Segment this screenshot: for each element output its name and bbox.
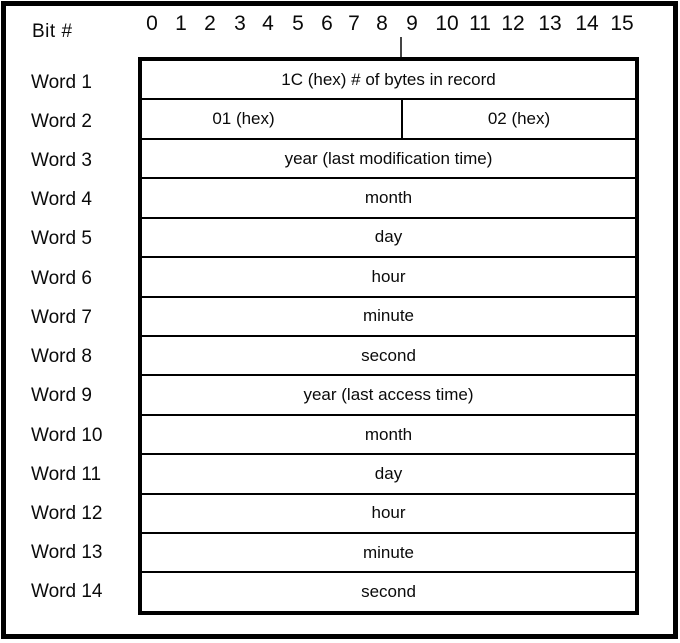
table-row-word10 <box>142 414 635 453</box>
word-label-11: Word 11 <box>31 463 102 485</box>
word-label-5: Word 5 <box>31 228 92 250</box>
word-label-7: Word 7 <box>31 306 92 328</box>
word-label-9: Word 9 <box>31 385 92 407</box>
table-row-word13 <box>142 532 635 571</box>
field-cell: year (last modification time) <box>284 148 493 168</box>
word-label-column <box>31 61 135 611</box>
field-cell: month <box>364 424 413 444</box>
table-row-word6 <box>142 256 635 295</box>
table-row-word4 <box>142 177 635 216</box>
bit-number-12: 12 <box>501 12 525 35</box>
bit-number-14: 14 <box>575 12 599 35</box>
word-label-14: Word 14 <box>31 581 103 603</box>
field-cell: 1C (hex) # of bytes in record <box>281 69 496 89</box>
field-cell: month <box>364 187 413 207</box>
bit-axis-label: Bit # <box>32 21 73 42</box>
word-label-12: Word 12 <box>31 503 103 525</box>
field-cell: minute <box>362 542 415 562</box>
bit-number-9: 9 <box>406 12 418 35</box>
table-row-word9 <box>142 374 635 413</box>
word-label-13: Word 13 <box>31 542 103 564</box>
bit-number-6: 6 <box>321 12 333 35</box>
bit-number-7: 7 <box>348 12 360 35</box>
word-label-6: Word 6 <box>31 267 92 289</box>
table-row-word7 <box>142 296 635 335</box>
field-cell: hour <box>371 266 406 286</box>
word-label-10: Word 10 <box>31 424 103 446</box>
word-label-3: Word 3 <box>31 150 92 172</box>
table-row-word14 <box>142 571 635 610</box>
bit-number-0: 0 <box>146 12 158 35</box>
byte-boundary-tick <box>400 37 402 57</box>
record-table <box>138 57 639 615</box>
field-cell: day <box>374 227 403 247</box>
table-row-word12 <box>142 493 635 532</box>
bit-number-15: 15 <box>610 12 634 35</box>
bit-number-11: 11 <box>469 12 491 35</box>
word-label-2: Word 2 <box>31 110 92 132</box>
bit-number-4: 4 <box>262 12 274 35</box>
field-cell: day <box>374 463 403 483</box>
field-cell: hour <box>371 503 406 523</box>
word-label-1: Word 1 <box>31 71 92 93</box>
field-cell-low-byte: 02 (hex) <box>487 109 551 129</box>
table-row-word3 <box>142 138 635 177</box>
bit-number-13: 13 <box>538 12 562 35</box>
field-cell: second <box>361 582 416 602</box>
bit-number-5: 5 <box>292 12 304 35</box>
bit-number-10: 10 <box>435 12 459 35</box>
table-row-word1 <box>142 61 635 98</box>
bit-number-3: 3 <box>234 12 246 35</box>
table-row-word8 <box>142 335 635 374</box>
table-row-word11 <box>142 453 635 492</box>
table-row-word2 <box>142 98 635 137</box>
field-cell-high-byte: 01 (hex) <box>212 109 275 129</box>
field-cell: minute <box>362 306 415 326</box>
word-label-8: Word 8 <box>31 346 92 368</box>
field-cell: year (last access time) <box>303 385 474 405</box>
word-label-4: Word 4 <box>31 189 92 211</box>
bit-number-1: 1 <box>175 12 187 35</box>
field-cell: second <box>361 345 416 365</box>
table-row-word5 <box>142 217 635 256</box>
bit-number-2: 2 <box>204 12 216 35</box>
bit-number-8: 8 <box>376 12 388 35</box>
